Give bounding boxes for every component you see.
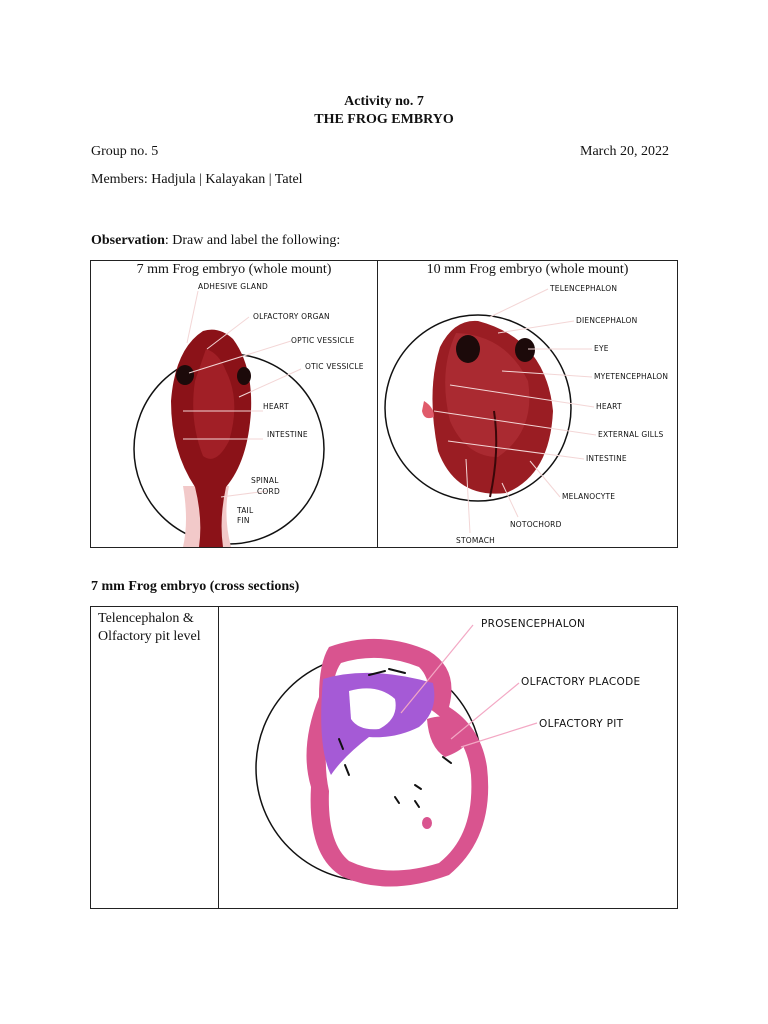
label-prosencephalon: PROSENCEPHALON xyxy=(481,618,586,630)
cross-sections-heading: 7 mm Frog embryo (cross sections) xyxy=(91,579,300,594)
observation-label: Observation xyxy=(91,233,165,248)
label-myetencephalon: MYETENCEPHALON xyxy=(594,372,669,381)
eye-left xyxy=(456,335,480,363)
label-intestine: INTESTINE xyxy=(267,430,308,439)
label-stomach: STOMACH xyxy=(456,536,495,545)
label-eye: EYE xyxy=(594,344,609,353)
drawing-10mm-embryo xyxy=(378,261,677,547)
level-label xyxy=(98,610,201,646)
eye-right xyxy=(237,367,251,385)
label-external-gills: EXTERNAL GILLS xyxy=(598,430,664,439)
label-tail: TAIL xyxy=(237,506,254,515)
date: March 20, 2022 xyxy=(580,144,670,159)
label-heart: HEART xyxy=(596,402,622,411)
members: Members: Hadjula | Kalayakan | Tatel xyxy=(91,172,303,187)
whole-mount-cell-7mm xyxy=(90,260,378,548)
label-heart: HEART xyxy=(263,402,289,411)
cross-section-cell xyxy=(218,606,678,909)
label-spinal: SPINAL xyxy=(251,476,279,485)
eye-left xyxy=(176,365,194,385)
activity-number: Activity no. 7 xyxy=(344,94,424,109)
border-gap xyxy=(475,607,635,610)
label-optic-vessicle: OPTIC VESSICLE xyxy=(291,336,355,345)
label-cord: CORD xyxy=(257,487,280,496)
observation-instruction xyxy=(91,233,340,249)
label-olfactory-organ: OLFACTORY ORGAN xyxy=(253,312,330,321)
label-telencephalon: TELENCEPHALON xyxy=(550,284,618,293)
small-vessel xyxy=(422,817,432,829)
eye-right xyxy=(515,338,535,362)
level-cell xyxy=(90,606,219,909)
level-label-line1: Telencephalon & xyxy=(98,611,194,626)
label-olfactory-placode: OLFACTORY PLACODE xyxy=(521,676,641,688)
caption-7mm: 7 mm Frog embryo (whole mount) xyxy=(136,262,332,277)
group-number: Group no. 5 xyxy=(91,144,159,159)
label-diencephalon: DIENCEPHALON xyxy=(576,316,638,325)
level-label-line2: Olfactory pit level xyxy=(98,629,201,644)
drawing-cross-section xyxy=(219,607,677,908)
label-intestine: INTESTINE xyxy=(586,454,627,463)
label-otic-vessicle: OTIC VESSICLE xyxy=(305,362,364,371)
page-title: THE FROG EMBRYO xyxy=(314,112,454,127)
observation-text: : Draw and label the following: xyxy=(164,233,341,248)
label-fin: FIN xyxy=(237,516,250,525)
label-olfactory-pit: OLFACTORY PIT xyxy=(539,718,624,730)
drawing-7mm-embryo xyxy=(91,261,377,547)
label-notochord: NOTOCHORD xyxy=(510,520,562,529)
caption-10mm: 10 mm Frog embryo (whole mount) xyxy=(426,262,629,277)
whole-mount-cell-10mm xyxy=(377,260,678,548)
label-melanocyte: MELANOCYTE xyxy=(562,492,616,501)
label-adhesive-gland: ADHESIVE GLAND xyxy=(198,282,268,291)
